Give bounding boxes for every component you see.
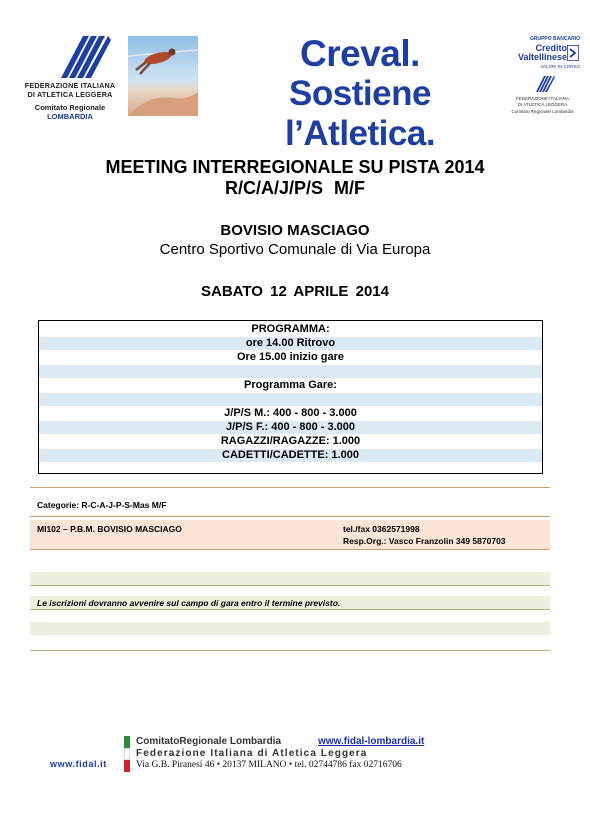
footer-committee: ComitatoRegionale Lombardia bbox=[136, 736, 282, 747]
fidal-mini-stripes-icon bbox=[533, 76, 555, 92]
program-line: RAGAZZI/RAGAZZE: 1.000 bbox=[220, 435, 361, 447]
program-line: Ore 15.00 inizio gare bbox=[237, 351, 344, 363]
registration-note: Le iscrizioni dovranno avvenire sul campo di gara entro il termine previsto. bbox=[37, 598, 341, 608]
society-organizer: Resp.Org.: Vasco Franzolin 349 5870703 bbox=[343, 536, 506, 546]
footer-address: Via G.B. Piranesi 46 • 20137 MILANO • tel. 02744786 fax 02716706 bbox=[136, 760, 402, 770]
green-band-3 bbox=[30, 622, 550, 635]
creval-tagline: Sostiene l’Atletica. bbox=[284, 74, 436, 153]
bank-group-label: GRUPPO BANCARIO bbox=[529, 36, 580, 42]
fidal-stripes-icon bbox=[51, 36, 111, 78]
meeting-title: MEETING INTERREGIONALE SU PISTA 2014 bbox=[105, 157, 485, 177]
program-box bbox=[38, 320, 543, 474]
mini-fed-line2: DI ATLETICA LEGGERA bbox=[517, 102, 568, 107]
program-line: PROGRAMMA: bbox=[251, 323, 330, 335]
header-banner bbox=[15, 32, 580, 153]
creval-slogan bbox=[210, 33, 510, 153]
program-line: J/P/S F.: 400 - 800 - 3.000 bbox=[39, 421, 542, 434]
program-line: Programma Gare: bbox=[244, 379, 337, 391]
meeting-categories: R/C/A/J/P/S M/F bbox=[224, 178, 365, 198]
program-line: ore 14.00 Ritrovo bbox=[39, 337, 542, 350]
divider-society-bottom bbox=[30, 549, 550, 550]
bank-name: Credito Valtellinese bbox=[517, 43, 567, 62]
high-jump-photo bbox=[128, 36, 198, 116]
green-divider-3 bbox=[30, 650, 550, 651]
event-venue: Centro Sportivo Comunale di Via Europa bbox=[159, 241, 431, 258]
program-blank-line bbox=[39, 393, 542, 406]
program-line: CADETTI/CADETTE: 1.000 bbox=[39, 449, 542, 462]
program-blank-line bbox=[39, 461, 542, 474]
fidal-committee-region: LOMBARDIA bbox=[47, 112, 93, 121]
fidal-committee bbox=[15, 103, 125, 121]
green-band-1 bbox=[30, 572, 550, 585]
bank-motto: VALORI IN CORSO bbox=[540, 64, 580, 69]
event-place: BOVISIO MASCIAGO bbox=[220, 222, 370, 239]
fidal-logo bbox=[15, 32, 125, 122]
flag-white-icon bbox=[124, 748, 130, 760]
fidal-name-line2: DI ATLETICA LEGGERA bbox=[27, 90, 113, 99]
divider-top bbox=[30, 487, 550, 488]
program-line: J/P/S M.: 400 - 800 - 3.000 bbox=[224, 407, 357, 419]
green-divider-2 bbox=[30, 609, 550, 610]
footer-website-link[interactable]: www.fidal-lombardia.it bbox=[318, 736, 425, 747]
flag-green-icon bbox=[124, 736, 130, 748]
footer bbox=[0, 733, 590, 783]
divider-society-top bbox=[30, 516, 550, 517]
mini-fed-line1: FEDERAZIONE ITALIANA bbox=[516, 96, 569, 101]
society-name: MI102 – P.B.M. BOVISIO MASCIAGO bbox=[37, 524, 182, 534]
event-date: SABATO 12 APRILE 2014 bbox=[201, 283, 389, 300]
categories-text: Categorie: R-C-A-J-P-S-Mas M/F bbox=[37, 500, 167, 510]
mini-fed-line3: Comitato Regionale Lombardia bbox=[511, 109, 574, 114]
credito-valtellinese-logo bbox=[505, 36, 580, 122]
footer-federation: Federazione Italiana di Atletica Leggera bbox=[136, 748, 368, 759]
flag-red-icon bbox=[124, 760, 130, 772]
society-band bbox=[30, 520, 550, 549]
fidal-committee-label: Comitato Regionale bbox=[34, 103, 106, 112]
creval-name: Creval. bbox=[300, 33, 420, 74]
fidal-name-line1: FEDERAZIONE ITALIANA bbox=[24, 81, 116, 90]
program-blank-line bbox=[39, 365, 542, 378]
high-jumper-illustration bbox=[128, 36, 198, 116]
creval-mark-icon bbox=[567, 45, 579, 61]
society-phone: tel./fax 0362571998 bbox=[343, 524, 420, 534]
footer-fidal-link[interactable]: www.fidal.it bbox=[50, 759, 107, 769]
green-divider-1 bbox=[30, 585, 550, 586]
